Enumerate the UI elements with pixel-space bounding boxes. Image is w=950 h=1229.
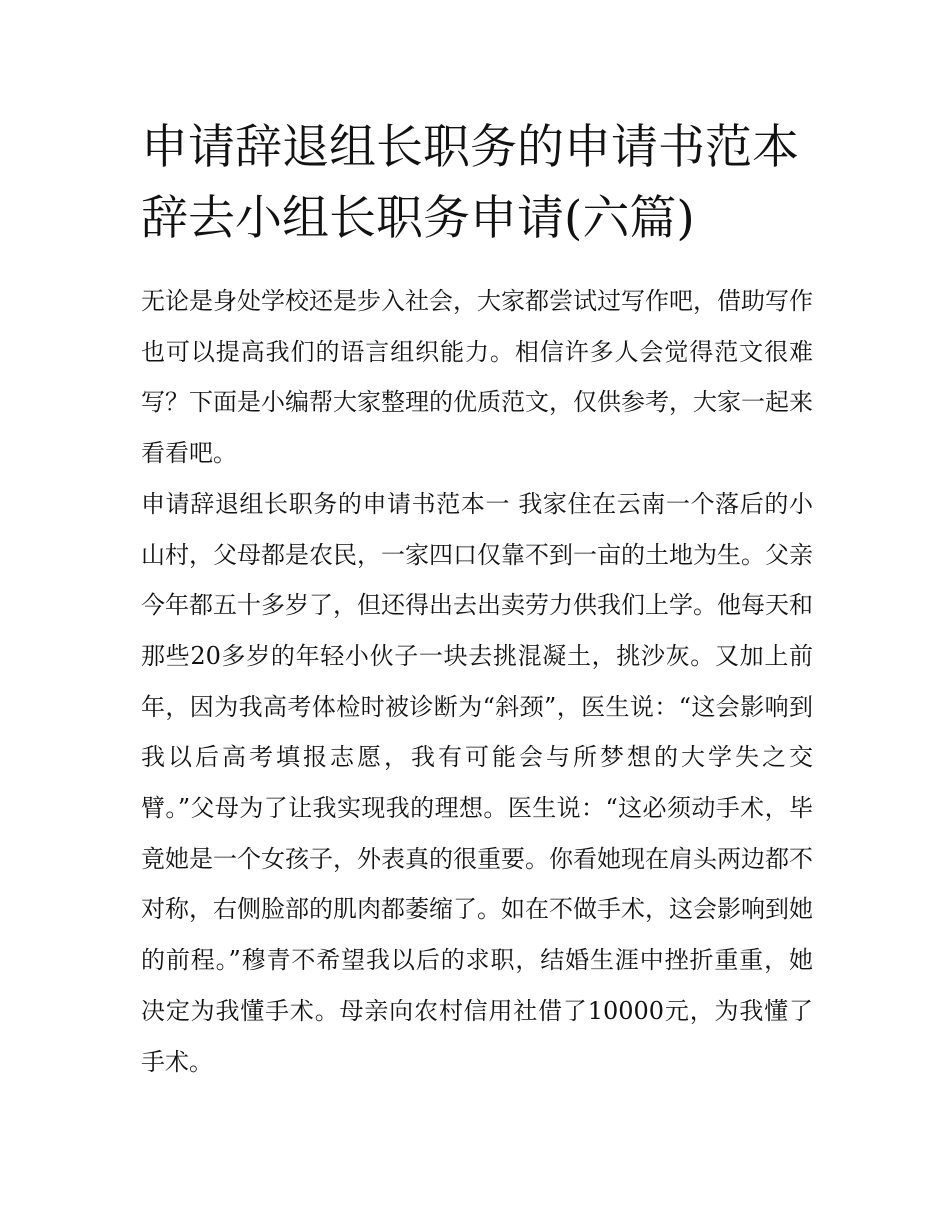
document-title: 申请辞退组长职务的申请书范本 辞去小组长职务申请(六篇) <box>141 120 799 246</box>
sample-letter-paragraph: 申请辞退组长职务的申请书范本一 我家住在云南一个落后的小山村，父母都是农民，一家四口仅靠不到一亩的土地为生。父亲今年都五十多岁了，但还得出去出卖劳力供我们上学。他每天和那些20多岁的年轻小伙子一块去挑混凝土，挑沙灰。又加上前年，因为我高考体检时被诊断为“斜颈”，医生说：“这会影响到我以后高考填报志愿，我有可能会与所梦想的大学失之交臂。”父母为了让我实现我的理想。医生说：“这必须动手术，毕竟她是一个女孩子，外表真的很重要。你看她现在肩头两边都不对称，右侧脸部的肌肉都萎缩了。如在不做手术，这会影响到她的前程。”穆青不希望我以后的求职，结婚生涯中挫折重重，她决定为我懂手术。母亲向农村信用社借了10000元，为我懂了手术。 <box>141 489 813 1076</box>
document-body <box>141 276 813 1087</box>
intro-paragraph: 无论是身处学校还是步入社会，大家都尝试过写作吧，借助写作也可以提高我们的语言组织能力。相信许多人会觉得范文很难写？下面是小编帮大家整理的优质范文，仅供参考，大家一起来看看吧。 <box>141 287 813 468</box>
